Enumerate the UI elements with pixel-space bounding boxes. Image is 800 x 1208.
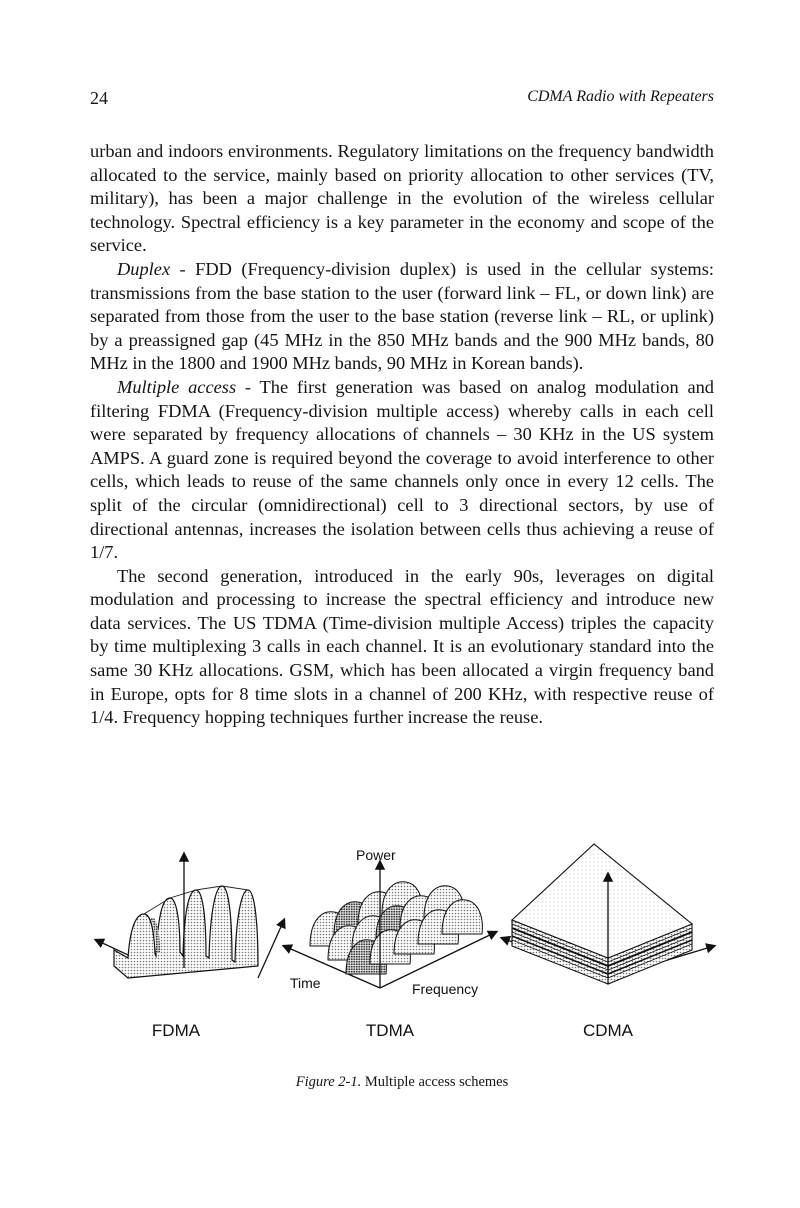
multiple-access-figure <box>88 828 720 1048</box>
fdma-label: FDMA <box>151 1021 201 1040</box>
frequency-axis-label: Frequency <box>412 981 479 997</box>
caption-label: Figure 2-1. <box>295 1074 362 1090</box>
paragraph-text: The second generation, introduced in the early 90s, leverages on digital modulation and processing to increase the spectral efficiency and introduce new data services. The US TDMA (Time-division multiple Access) triples the capacity by time multiplexing 3 calls in each channel. It is an evolutionary standard into the same 30 KHz allocations. GSM, which has been allocated a virgin frequency band in Europe, opts for 8 time slots in a channel of 200 KHz, with respective reuse of 1/4. Frequency hopping techniques further increase the reuse. <box>90 565 714 728</box>
paragraph-text: - The first generation was based on analog modulation and filtering FDMA (Frequency-division multiple access) whereby calls in each cell were separated by frequency allocations of channels – 30 KHz in the US system AMPS. A guard zone is required beyond the coverage to avoid interference to other cells, which leads to reuse of the same channels only once in every 12 cells. The split of the circular (omnidirectional) cell to 3 directional sectors, by use of directional antennas, increases the isolation between cells thus achieving a reuse of 1/7. <box>90 376 715 563</box>
power-axis-label: Power <box>356 847 396 863</box>
tdma-label: TDMA <box>365 1021 415 1040</box>
page-header <box>90 88 714 114</box>
paragraph-1 <box>90 140 714 258</box>
page-number: 24 <box>90 88 108 108</box>
paragraph-second-generation <box>90 565 714 730</box>
cdma-diagram <box>502 844 714 984</box>
body-text <box>90 140 714 730</box>
paragraph-text: - FDD (Frequency-division duplex) is used in the cellular systems: transmissions from the base station to the user (forward link – FL, or down link) are separated from those from the user to the base station (reverse link – RL, or uplink) by a preassigned gap (45 MHz in the 850 MHz bands and the 900 MHz bands, 80 MHz in the 1800 and 1900 MHz bands, 90 MHz in Korean bands). <box>90 258 714 374</box>
paragraph-text: urban and indoors environments. Regulatory limitations on the frequency bandwidth allocated to the service, mainly based on priority allocation to other services (TV, military), has been a major challenge in the evolution of the wireless cellular technology. Spectral efficiency is a key parameter in the economy and scope of the service. <box>90 141 714 256</box>
caption-text: Multiple access schemes <box>361 1074 509 1090</box>
figure-illustration <box>88 828 720 1048</box>
paragraph-lead: Multiple access <box>117 376 237 397</box>
paragraph-duplex <box>90 258 714 376</box>
fdma-diagram <box>96 854 284 978</box>
paragraph-lead: Duplex <box>117 258 171 279</box>
cdma-label: CDMA <box>582 1021 634 1040</box>
fdma-channels <box>114 886 258 978</box>
figure-caption <box>90 1074 714 1091</box>
tdma-diagram <box>284 847 496 997</box>
paragraph-multiple-access <box>90 376 714 565</box>
fdma-frequency-axis <box>258 920 284 978</box>
running-title: CDMA Radio with Repeaters <box>527 88 714 105</box>
time-axis-label: Time <box>290 975 321 991</box>
